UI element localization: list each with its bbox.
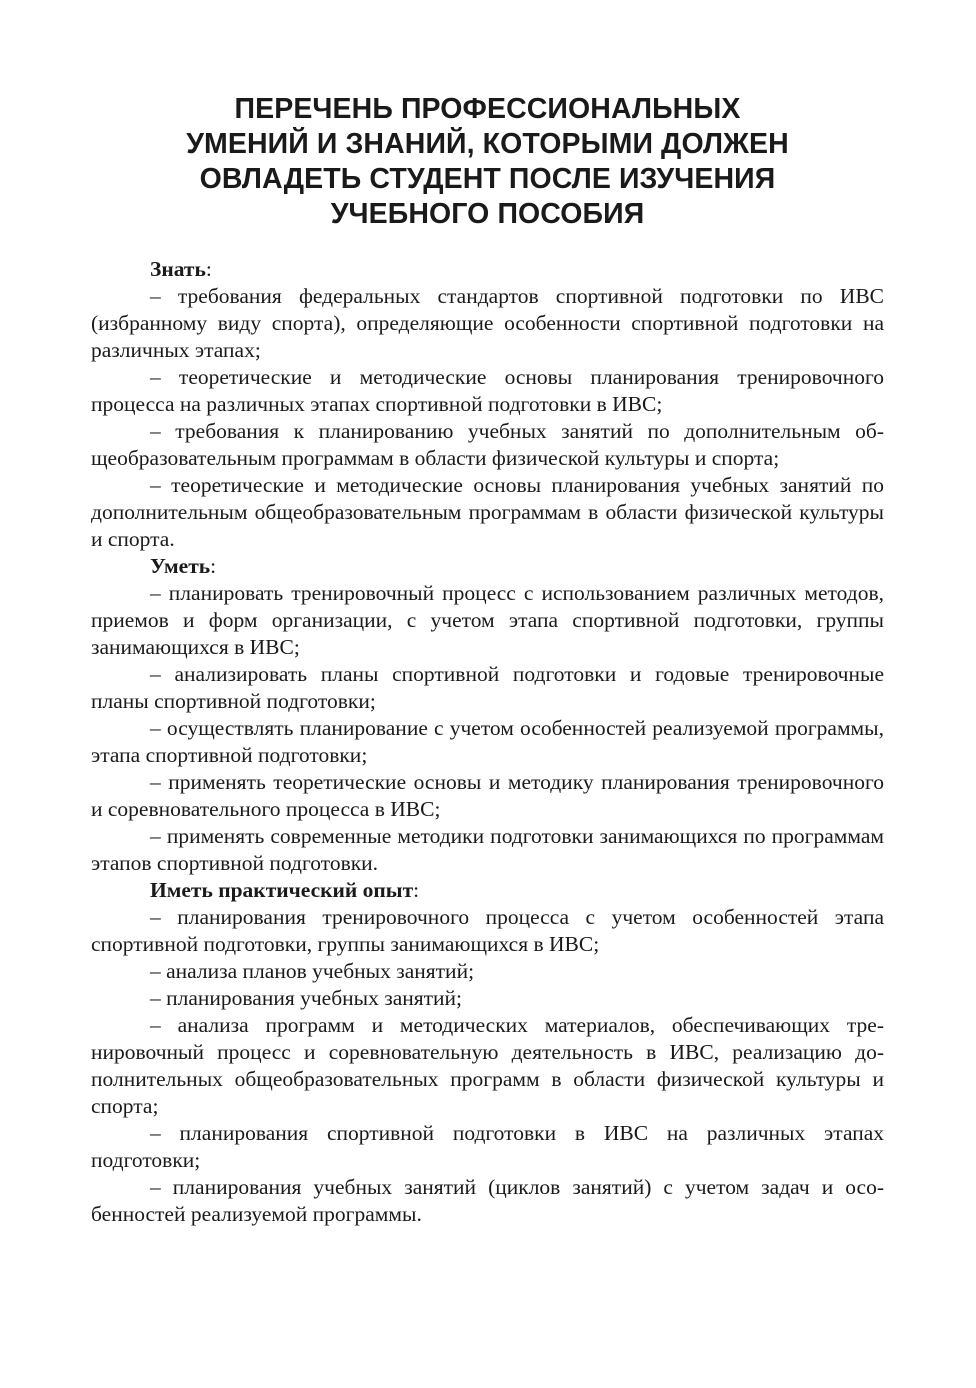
section-heading-text: Иметь практический опыт — [150, 878, 414, 902]
document-page — [91, 92, 884, 1228]
section-skills — [91, 553, 884, 877]
title-line: ОВЛАДЕТЬ СТУДЕНТ ПОСЛЕ ИЗУЧЕНИЯ — [199, 163, 776, 195]
list-item: – планировать тренировочный процесс с использованием различных методов, приемов и форм организации, с учетом этапа спортивной подготовки, группы занимающихся в ИВС; — [91, 581, 884, 659]
page-title — [91, 92, 884, 232]
list-item: – осуществлять планирование с учетом особенностей реализуемой программы, этапа спортивной подготовки; — [91, 716, 884, 767]
list-item: – теоретические и методические основы планирования учебных занятий по дополнительным общеобразовательным программам в области физической культуры и спорта. — [91, 473, 884, 551]
title-line: УЧЕБНОГО ПОСОБИЯ — [330, 198, 645, 230]
section-heading-colon: : — [413, 878, 420, 902]
section-heading — [91, 256, 884, 283]
list-item: – планирования учебных занятий; — [150, 986, 463, 1010]
list-item: – теоретические и методические основы планирования тренировочного процесса на различных этапах спортивной подготовки в ИВС; — [91, 365, 884, 416]
section-experience — [91, 877, 884, 1228]
section-heading — [91, 877, 884, 904]
list-item: – планирования учебных занятий (циклов занятий) с учетом задач и особенностей реализуемой программы. — [91, 1175, 884, 1226]
section-know — [91, 256, 884, 553]
title-line: УМЕНИЙ И ЗНАНИЙ, КОТОРЫМИ ДОЛЖЕН — [186, 128, 789, 160]
list-item: – требования федеральных стандартов спортивной подготовки по ИВС (избранному виду спорта), определяющие особенности спортивной подготовки на различных этапах; — [91, 284, 884, 362]
list-item: – анализа программ и методических материалов, обеспечивающих тренировочный процесс и соревновательную деятельность в ИВС, реализацию дополнительных общеобразовательных программ в области физической культуры и спорта; — [91, 1013, 884, 1118]
list-item: – анализировать планы спортивной подготовки и годовые тренировочные планы спортивной подготовки; — [91, 662, 884, 713]
list-item: – требования к планированию учебных занятий по дополнительным общеобразовательным программам в области физической культуры и спорта; — [91, 419, 884, 470]
list-item: – анализа планов учебных занятий; — [150, 959, 475, 983]
list-item: – применять теоретические основы и методику планирования тренировочного и соревновательного процесса в ИВС; — [91, 770, 884, 821]
section-heading-text: Уметь — [150, 554, 211, 578]
section-heading-colon: : — [210, 554, 217, 578]
list-item: – планирования тренировочного процесса с учетом особенностей этапа спортивной подготовки, группы занимающихся в ИВС; — [91, 905, 884, 956]
title-line: ПЕРЕЧЕНЬ ПРОФЕССИОНАЛЬНЫХ — [234, 93, 741, 125]
section-heading — [91, 553, 884, 580]
section-heading-colon: : — [205, 257, 212, 281]
section-heading-text: Знать — [150, 257, 206, 281]
list-item: – применять современные методики подготовки занимающихся по программам этапов спортивной подготовки. — [91, 824, 884, 875]
list-item: – планирования спортивной подготовки в ИВС на различных этапах подготовки; — [91, 1121, 884, 1172]
